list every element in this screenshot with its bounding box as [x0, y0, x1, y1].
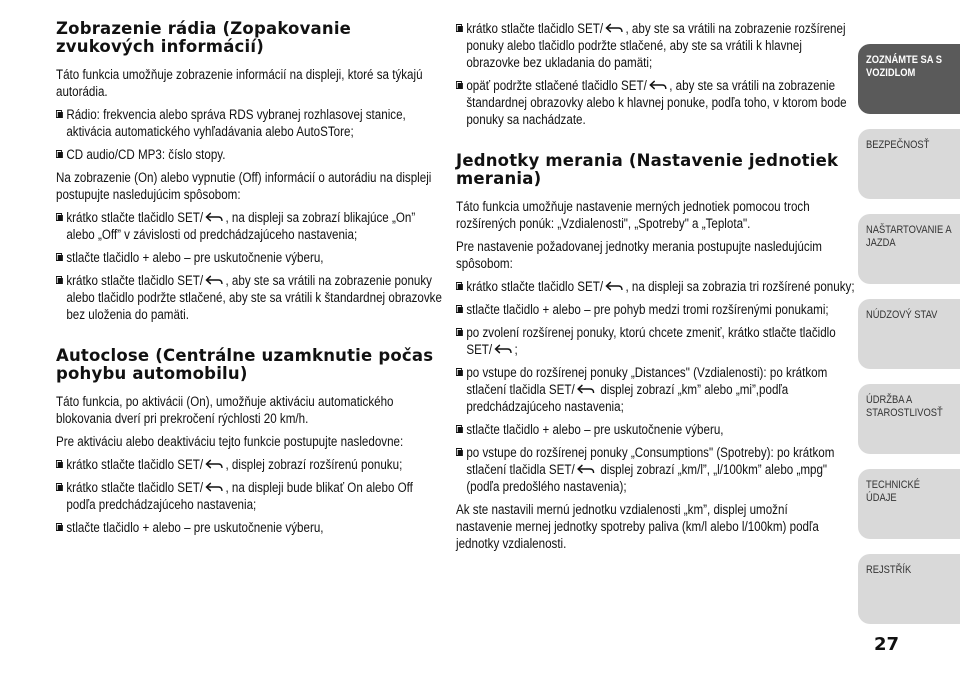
list-item: CD audio/CD MP3: číslo stopy. — [56, 146, 443, 163]
list-item: stlačte tlačidlo + alebo – pre uskutočnenie výberu, — [56, 519, 443, 536]
return-arrow-icon — [205, 459, 224, 470]
right-column — [456, 20, 855, 558]
section-title-units: Jednotky merania (Nastavenie jednotiek merania) — [456, 151, 839, 188]
units-intro: Táto funkcia umožňuje nastavenie merných jednotiek pomocou troch rozšírených ponúk: „Vzdialenosti", „Spotreby" a „Teplota". — [456, 199, 810, 231]
autoclose-intro: Táto funkcia, po aktivácii (On), umožňuje aktiváciu automatického blokovania dverí pri prekročení rýchlosti 20 km/h. — [56, 394, 394, 426]
tab-technical-data[interactable]: TECHNICKÉ ÚDAJE — [858, 469, 960, 539]
return-arrow-icon — [205, 275, 224, 286]
tab-emergency[interactable]: NÚDZOVÝ STAV — [858, 299, 960, 369]
list-item: po vstupe do rozšírenej ponuky „Distances" (Vzdialenosti): po krátkom stlačení tlačidla SET/ displej zobrazí „km” alebo „mi”,podľa predchádzajúceho nastavenia; — [456, 364, 855, 415]
list-item: opäť podržte stlačené tlačidlo SET/ , aby ste sa vrátili na zobrazenie štandardnej obrazovky alebo k hlavnej ponuke, podľa toho, v ktorom bode ponuky sa nachádzate. — [456, 77, 855, 128]
return-arrow-icon — [576, 464, 595, 475]
left-column — [56, 19, 442, 542]
return-arrow-icon — [205, 212, 224, 223]
return-arrow-icon — [576, 384, 595, 395]
units-note: Ak ste nastavili mernú jednotku vzdialenosti „km”, displej umožní nastavenie mernej jednotky spotreby paliva (km/l alebo l/100km) podľa jednotky vzdialenosti. — [456, 502, 819, 551]
list-item: krátko stlačte tlačidlo SET/ , displej zobrazí rozšírenú ponuku; — [56, 456, 443, 473]
tab-index[interactable]: REJSTŘÍK — [858, 554, 960, 624]
list-item: Rádio: frekvencia alebo správa RDS vybranej rozhlasovej stanice, aktivácia automatického vyhľadávania alebo AutoSTore; — [56, 106, 443, 140]
list-item: krátko stlačte tlačidlo SET/ , na displeji sa zobrazí blikajúce „On” alebo „Off” v závislosti od predchádzajúceho nastavenia; — [56, 209, 443, 243]
list-item: po zvolení rozšírenej ponuky, ktorú chcete zmeniť, krátko stlačte tlačidlo SET/ ; — [456, 324, 855, 358]
list-item: krátko stlačte tlačidlo SET/ , na displeji bude blikať On alebo Off podľa predchádzajúceho nastavenia; — [56, 479, 443, 513]
section-title-autoclose: Autoclose (Centrálne uzamknutie počas pohybu automobilu) — [56, 346, 434, 383]
return-arrow-icon — [605, 281, 624, 292]
chapter-sidebar — [858, 0, 960, 686]
autoclose-procedure-intro: Pre aktiváciu alebo deaktiváciu tejto funkcie postupujte nasledovne: — [56, 434, 404, 449]
list-item: krátko stlačte tlačidlo SET/ , na displeji sa zobrazia tri rozšírené ponuky; — [456, 278, 855, 295]
list-item: stlačte tlačidlo + alebo – pre uskutočnenie výberu, — [456, 421, 855, 438]
units-procedure-intro: Pre nastavenie požadovanej jednotky merania postupujte nasledujúcim spôsobom: — [456, 239, 822, 271]
radio-intro: Táto funkcia umožňuje zobrazenie informácií na displeji, ktoré sa týkajú autorádia. — [56, 67, 423, 99]
section-title-radio: Zobrazenie rádia (Zopakovanie zvukových informácií) — [56, 19, 352, 56]
return-arrow-icon — [494, 344, 513, 355]
tab-know-vehicle[interactable]: ZOZNÁMTE SA S VOZIDLOM — [858, 44, 960, 114]
list-item: krátko stlačte tlačidlo SET/ , aby ste sa vrátili na zobrazenie rozšírenej ponuky alebo tlačidlo podržte stlačené, aby ste sa vrátili k hlavnej obrazovke bez ukladania do pamäti; — [456, 20, 855, 71]
return-arrow-icon — [649, 80, 668, 91]
tab-starting-driving[interactable]: NAŠTARTOVANIE A JAZDA — [858, 214, 960, 284]
list-item: po vstupe do rozšírenej ponuky „Consumptions" (Spotreby): po krátkom stlačení tlačidla SET/ displej zobrazí „km/l”, „l/100km” alebo „mpg" (podľa predošlého nastavenia); — [456, 444, 855, 495]
return-arrow-icon — [205, 482, 224, 493]
tab-safety[interactable]: BEZPEČNOSŤ — [858, 129, 960, 199]
return-arrow-icon — [605, 23, 624, 34]
tab-maintenance[interactable]: ÚDRŽBA A STAROSTLIVOSŤ — [858, 384, 960, 454]
page-number: 27 — [874, 634, 900, 655]
list-item: stlačte tlačidlo + alebo – pre pohyb medzi tromi rozšírenými ponukami; — [456, 301, 855, 318]
list-item: krátko stlačte tlačidlo SET/ , aby ste sa vrátili na zobrazenie ponuky alebo tlačidlo podržte stlačené, aby ste sa vrátili k štandardnej obrazovke bez uloženia do pamäti. — [56, 272, 443, 323]
radio-procedure-intro: Na zobrazenie (On) alebo vypnutie (Off) informácií o autorádiu na displeji postupujte nasledujúcim spôsobom: — [56, 170, 432, 202]
list-item: stlačte tlačidlo + alebo – pre uskutočnenie výberu, — [56, 249, 443, 266]
